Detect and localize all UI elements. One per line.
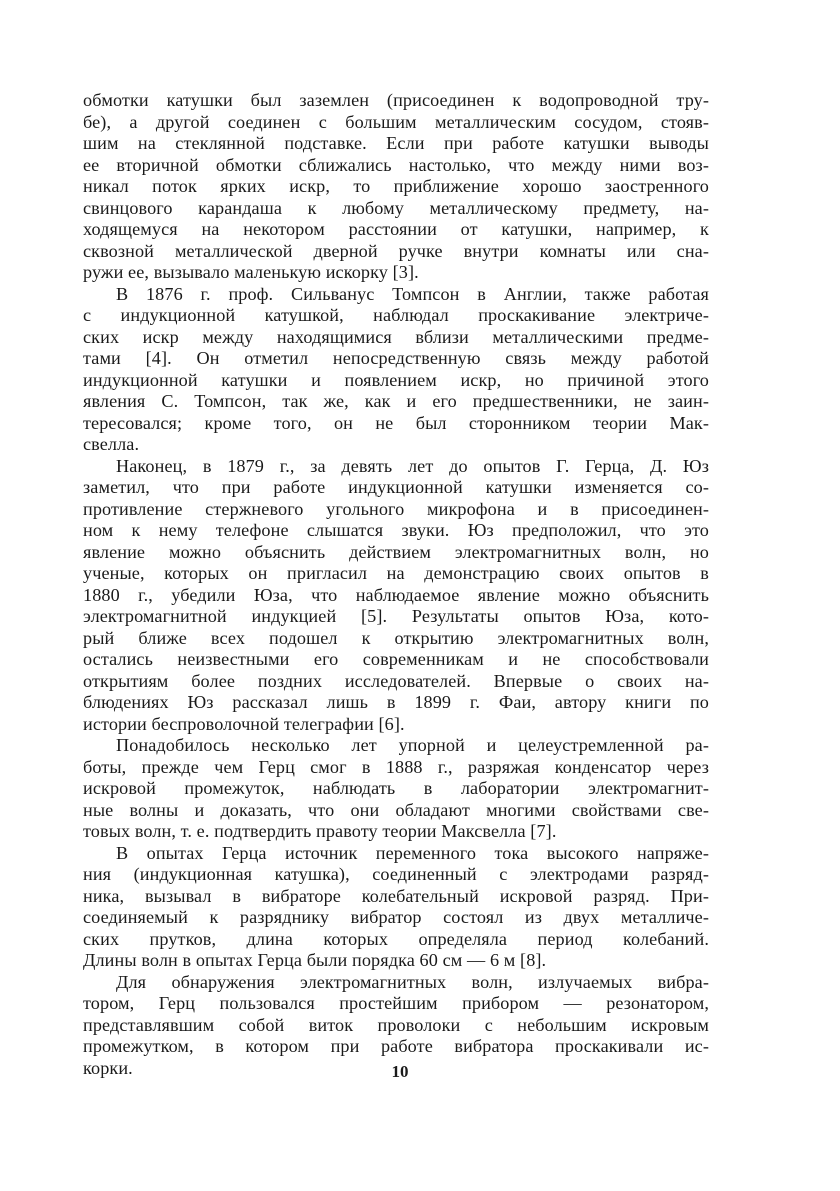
- paragraph-4: [83, 735, 709, 843]
- text-line: промежутком, в котором при работе вибратора проскакивали ис-: [83, 1036, 709, 1056]
- text-line: обмотки катушки был заземлен (присоединен к водопроводной тру-: [83, 90, 709, 110]
- paragraph-1: [83, 90, 709, 284]
- text-line: ника, вызывал в вибраторе колебательный искровой разряд. При-: [83, 885, 709, 906]
- text-line: В 1876 г. проф. Сильванус Томпсон в Англии, также работая: [116, 283, 709, 304]
- page-number: 10: [391, 1062, 409, 1081]
- text-line: электромагнитной индукцией [5]. Результаты опытов Юза, кото-: [83, 606, 709, 626]
- text-line: рый ближе всех подошел к открытию электромагнитных волн,: [83, 627, 709, 648]
- text-line: свинцового карандаша к любому металлическому предмету, на-: [83, 197, 709, 218]
- text-line: свелла.: [83, 434, 140, 454]
- text-line: ные волны и доказать, что они обладают многими свойствами све-: [83, 799, 709, 820]
- text-line: тором, Герц пользовался простейшим прибором — резонатором,: [83, 993, 709, 1013]
- paragraph-2: [83, 284, 709, 456]
- text-line: явление можно объяснить действием электромагнитных волн, но: [83, 541, 709, 562]
- text-line: с индукционной катушкой, наблюдал проскакивание электриче-: [83, 305, 709, 325]
- text-line: тересовался; кроме того, он не был сторонником теории Мак-: [83, 412, 709, 433]
- text-line: бе), а другой соединен с большим металлическим сосудом, стояв-: [83, 111, 709, 132]
- text-line: В опытах Герца источник переменного тока высокого напряже-: [116, 842, 709, 863]
- text-line: боты, прежде чем Герц смог в 1888 г., разряжая конденсатор через: [83, 756, 709, 777]
- text-line: соединяемый к разряднику вибратор состоял из двух металличе-: [83, 907, 709, 927]
- text-line: Наконец, в 1879 г., за девять лет до опытов Г. Герца, Д. Юз: [116, 455, 709, 476]
- text-line: ее вторичной обмотки сближались настолько, что между ними воз-: [83, 154, 709, 175]
- text-line: ружи ее, вызывало маленькую искорку [3].: [83, 262, 419, 282]
- text-line: шим на стеклянной подставке. Если при работе катушки выводы: [83, 133, 709, 153]
- text-line: истории беспроволочной телеграфии [6].: [83, 713, 405, 734]
- text-line: ских прутков, длина которых определяла период колебаний.: [83, 928, 709, 949]
- text-line: ния (индукционная катушка), соединенный с электродами разряд-: [83, 864, 709, 884]
- text-line: Понадобилось несколько лет упорной и целеустремленной ра-: [116, 735, 709, 755]
- text-line: открытиям более поздних исследователей. Впервые о своих на-: [83, 670, 709, 691]
- text-line: индукционной катушки и появлением искр, но причиной этого: [83, 369, 709, 390]
- text-line: искровой промежуток, наблюдать в лаборатории электромагнит-: [83, 778, 709, 798]
- text-line: ученые, которых он пригласил на демонстрацию своих опытов в: [83, 563, 709, 583]
- paragraph-3: [83, 456, 709, 736]
- text-line: ном к нему телефоне слышатся звуки. Юз предположил, что это: [83, 520, 709, 540]
- text-line: явления С. Томпсон, так же, как и его предшественники, не заин-: [83, 391, 709, 411]
- text-line: представлявшим собой виток проволоки с небольшим искровым: [83, 1014, 709, 1035]
- text-line: противление стержневого угольного микрофона и в присоединен-: [83, 498, 709, 519]
- text-line: заметил, что при работе индукционной катушки изменяется со-: [83, 477, 709, 497]
- text-line: корки.: [83, 1057, 133, 1078]
- text-line: сквозной металлической дверной ручке внутри комнаты или сна-: [83, 240, 709, 261]
- text-line: остались неизвестными его современникам и не способствовали: [83, 649, 709, 669]
- body-text: [83, 90, 709, 1079]
- text-line: ходящемуся на некотором расстоянии от катушки, например, к: [83, 219, 709, 239]
- paragraph-5: [83, 843, 709, 972]
- text-line: 1880 г., убедили Юза, что наблюдаемое явление можно объяснить: [83, 584, 709, 605]
- text-line: товых волн, т. е. подтвердить правоту теории Максвелла [7].: [83, 821, 557, 841]
- text-line: тами [4]. Он отметил непосредственную связь между работой: [83, 348, 709, 368]
- text-line: никал поток ярких искр, то приближение хорошо заостренного: [83, 176, 709, 196]
- text-line: блюдениях Юз рассказал лишь в 1899 г. Фаи, автору книги по: [83, 692, 709, 712]
- text-line: Длины волн в опытах Герца были порядка 60 см — 6 м [8].: [83, 950, 547, 970]
- text-line: ских искр между находящимися вблизи металлическими предме-: [83, 326, 709, 347]
- text-line: Для обнаружения электромагнитных волн, излучаемых вибра-: [116, 971, 709, 992]
